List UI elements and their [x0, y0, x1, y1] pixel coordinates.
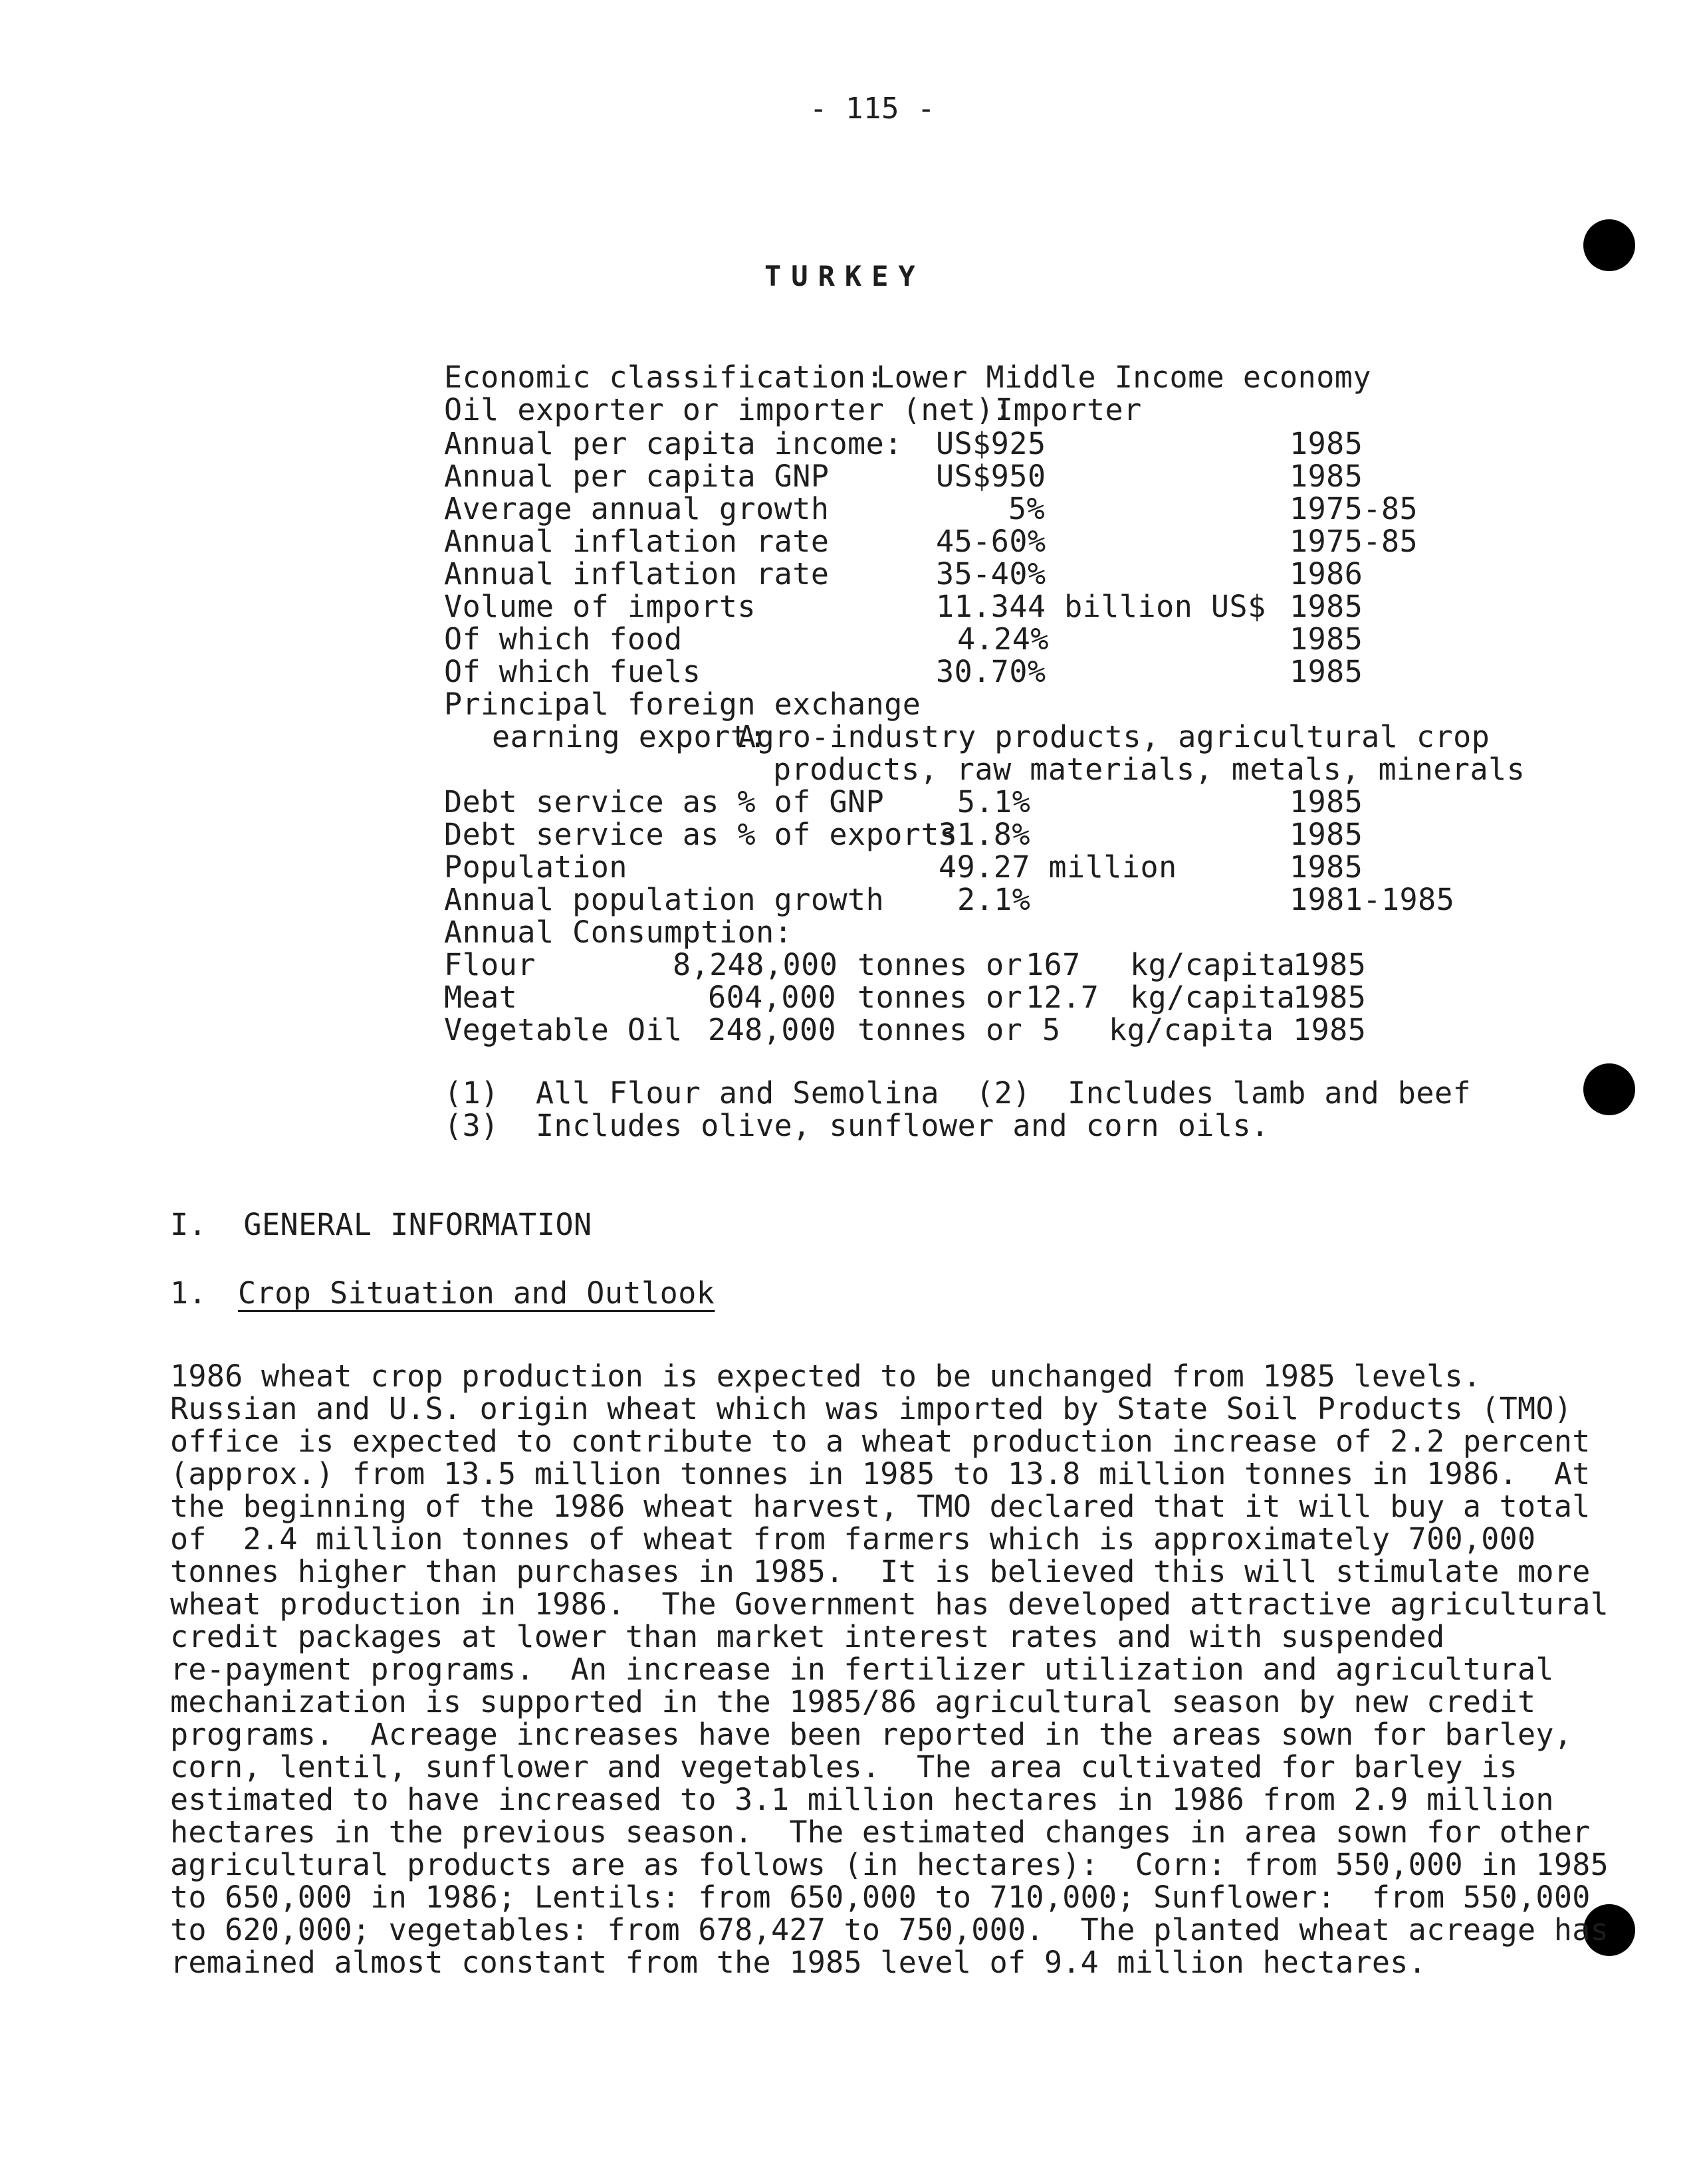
fact-value: US$925: [936, 426, 1046, 461]
subsection-title: Crop Situation and Outlook: [238, 1275, 715, 1311]
fact-label: Annual population growth: [444, 882, 885, 917]
consumption-item: Meat: [444, 980, 518, 1015]
principal-label: Principal foreign exchange: [444, 687, 921, 722]
fact-label: Annual inflation rate: [444, 556, 830, 592]
consumption-pc-unit: kg/capita: [1109, 1012, 1274, 1047]
paragraph-line: 1986 wheat crop production is expected to be unchanged from 1985 levels.: [170, 1359, 1482, 1394]
punch-hole-top: [1583, 219, 1635, 271]
economic-classification-label: Economic classification:: [444, 360, 885, 395]
paragraph-line: mechanization is supported in the 1985/86 agricultural season by new credit: [170, 1684, 1536, 1719]
fact-value: 5.1%: [957, 784, 1031, 819]
consumption-pc-unit: kg/capita: [1130, 947, 1296, 982]
consumption-qty: 248,000: [708, 1012, 837, 1047]
consumption-item: Flour: [444, 947, 536, 982]
fact-label: Volume of imports: [444, 589, 756, 624]
fact-label: Annual per capita GNP: [444, 459, 830, 494]
consumption-unit: tonnes or: [857, 947, 1023, 982]
paragraph-line: programs. Acreage increases have been reported in the areas sown for barley,: [170, 1717, 1573, 1752]
fact-value: 2.1%: [957, 882, 1031, 917]
fact-value: 5%: [1008, 491, 1046, 526]
earning-value-line-1: Agro-industry products, agricultural crop: [738, 719, 1490, 754]
consumption-pc-unit: kg/capita: [1130, 980, 1296, 1015]
fact-value: 45-60%: [936, 524, 1046, 559]
page-number: - 115 -: [810, 92, 935, 126]
earning-value-line-2: products, raw materials, metals, minerals: [773, 752, 1525, 787]
oil-value: Importer: [995, 392, 1142, 427]
fact-year: 1985: [1290, 849, 1363, 885]
fact-value: 49.27 million: [939, 849, 1177, 885]
consumption-label: Annual Consumption:: [444, 915, 793, 950]
paragraph-line: estimated to have increased to 3.1 million hectares in 1986 from 2.9 million: [170, 1782, 1554, 1817]
fact-year: 1981-1985: [1290, 882, 1455, 917]
paragraph-line: tonnes higher than purchases in 1985. It is believed this will stimulate more: [170, 1554, 1591, 1589]
paragraph-line: agricultural products are as follows (in hectares): Corn: from 550,000 in 1985: [170, 1847, 1609, 1882]
paragraph-line: re-payment programs. An increase in fertilizer utilization and agricultural: [170, 1652, 1554, 1687]
fact-label: Of which food: [444, 621, 683, 657]
fact-year: 1975-85: [1290, 524, 1418, 559]
fact-value: US$950: [936, 459, 1046, 494]
footnote-line-2: (3) Includes olive, sunflower and corn oils.: [444, 1108, 1270, 1143]
oil-label: Oil exporter or importer (net):: [444, 392, 1013, 427]
fact-year: 1975-85: [1290, 491, 1418, 526]
paragraph-line: office is expected to contribute to a wheat production increase of 2.2 percent: [170, 1424, 1591, 1459]
fact-value: 30.70%: [936, 654, 1046, 689]
fact-label: Of which fuels: [444, 654, 701, 689]
consumption-year: 1985: [1293, 947, 1367, 982]
fact-label: Debt service as % of GNP: [444, 784, 885, 819]
fact-year: 1985: [1290, 426, 1363, 461]
fact-label: Debt service as % of exports: [444, 817, 958, 852]
paragraph-line: to 620,000; vegetables: from 678,427 to 750,000. The planted wheat acreage has: [170, 1912, 1609, 1947]
paragraph-line: (approx.) from 13.5 million tonnes in 1985 to 13.8 million tonnes in 1986. At: [170, 1456, 1591, 1491]
paragraph-line: credit packages at lower than market interest rates and with suspended: [170, 1619, 1445, 1654]
paragraph-line: to 650,000 in 1986; Lentils: from 650,000 to 710,000; Sunflower: from 550,000: [170, 1880, 1591, 1915]
paragraph-line: hectares in the previous season. The estimated changes in area sown for other: [170, 1814, 1591, 1850]
fact-value: 35-40%: [936, 556, 1046, 592]
earning-label: earning export:: [492, 719, 767, 754]
consumption-year: 1985: [1293, 980, 1367, 1015]
fact-value: 11.344 billion US$: [936, 589, 1266, 624]
consumption-qty: 604,000: [708, 980, 837, 1015]
paragraph-line: wheat production in 1986. The Government has developed attractive agricultural: [170, 1586, 1609, 1622]
punch-hole-middle: [1583, 1063, 1635, 1115]
fact-year: 1986: [1290, 556, 1363, 592]
consumption-per-capita: 12.7: [1026, 980, 1099, 1015]
section-heading: I. GENERAL INFORMATION: [170, 1207, 592, 1242]
paragraph-line: Russian and U.S. origin wheat which was imported by State Soil Products (TMO): [170, 1391, 1573, 1426]
fact-year: 1985: [1290, 621, 1363, 657]
fact-year: 1985: [1290, 784, 1363, 819]
consumption-per-capita: 5: [1042, 1012, 1061, 1047]
consumption-qty: 8,248,000: [673, 947, 838, 982]
consumption-year: 1985: [1293, 1012, 1367, 1047]
fact-year: 1985: [1290, 817, 1363, 852]
paragraph-line: corn, lentil, sunflower and vegetables. The area cultivated for barley is: [170, 1749, 1518, 1785]
fact-year: 1985: [1290, 459, 1363, 494]
economic-classification-value: Lower Middle Income economy: [876, 360, 1371, 395]
fact-value: 31.8%: [939, 817, 1030, 852]
paragraph-line: the beginning of the 1986 wheat harvest, TMO declared that it will buy a total: [170, 1489, 1591, 1524]
fact-label: Average annual growth: [444, 491, 830, 526]
fact-label: Population: [444, 849, 627, 885]
fact-value: 4.24%: [957, 621, 1049, 657]
consumption-unit: tonnes or: [857, 1012, 1023, 1047]
consumption-item: Vegetable Oil: [444, 1012, 683, 1047]
subsection-number: 1.: [170, 1275, 207, 1311]
paragraph-line: remained almost constant from the 1985 level of 9.4 million hectares.: [170, 1945, 1427, 1980]
page-title: TURKEY: [764, 260, 925, 292]
consumption-unit: tonnes or: [857, 980, 1023, 1015]
paragraph-line: of 2.4 million tonnes of wheat from farmers which is approximately 700,000: [170, 1521, 1536, 1557]
fact-label: Annual per capita income:: [444, 426, 903, 461]
fact-label: Annual inflation rate: [444, 524, 830, 559]
footnote-line-1: (1) All Flour and Semolina (2) Includes lamb and beef: [444, 1075, 1472, 1111]
fact-year: 1985: [1290, 589, 1363, 624]
consumption-per-capita: 167: [1026, 947, 1081, 982]
fact-year: 1985: [1290, 654, 1363, 689]
